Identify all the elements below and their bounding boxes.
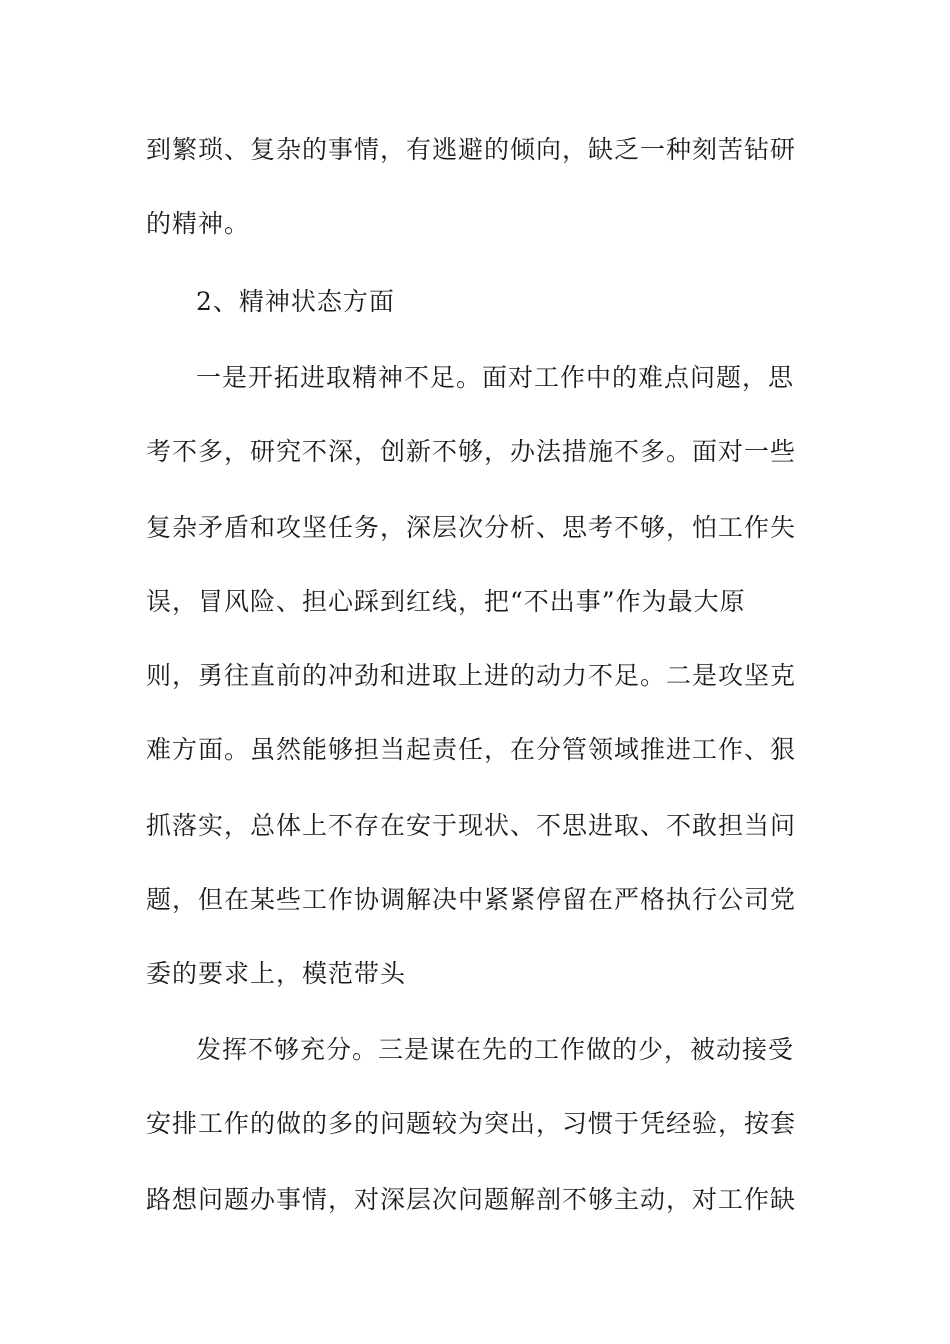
text-line-9: 难方面。虽然能够担当起责任，在分管领域推进工作、狠	[146, 735, 797, 764]
text-line-13: 发挥不够充分。三是谋在先的工作做的少，被动接受	[196, 1035, 795, 1064]
text-line-6: 复杂矛盾和攻坚任务，深层次分析、思考不够，怕工作失	[146, 513, 797, 542]
text-line-11: 题，但在某些工作协调解决中紧紧停留在严格执行公司党	[146, 885, 797, 914]
text-line-10: 抓落实，总体上不存在安于现状、不思进取、不敢担当问	[146, 811, 797, 840]
text-line-15: 路想问题办事情，对深层次问题解剖不够主动，对工作缺	[146, 1185, 797, 1214]
text-line-8: 则，勇往直前的冲劲和进取上进的动力不足。二是攻坚克	[146, 661, 797, 690]
text-line-1: 到繁琐、复杂的事情，有逃避的倾向，缺乏一种刻苦钻研	[146, 135, 797, 164]
text-line-5: 考不多，研究不深，创新不够，办法措施不多。面对一些	[146, 437, 797, 466]
text-line-2: 的精神。	[146, 209, 251, 238]
section-heading: 2、精神状态方面	[196, 287, 395, 316]
text-line-14: 安排工作的做的多的问题较为突出，习惯于凭经验，按套	[146, 1109, 797, 1138]
text-line-4: 一是开拓进取精神不足。面对工作中的难点问题，思	[196, 363, 795, 392]
text-line-12: 委的要求上，模范带头	[146, 959, 407, 988]
text-line-7: 误，冒风险、担心踩到红线，把“不出事”作为最大原	[146, 587, 746, 616]
